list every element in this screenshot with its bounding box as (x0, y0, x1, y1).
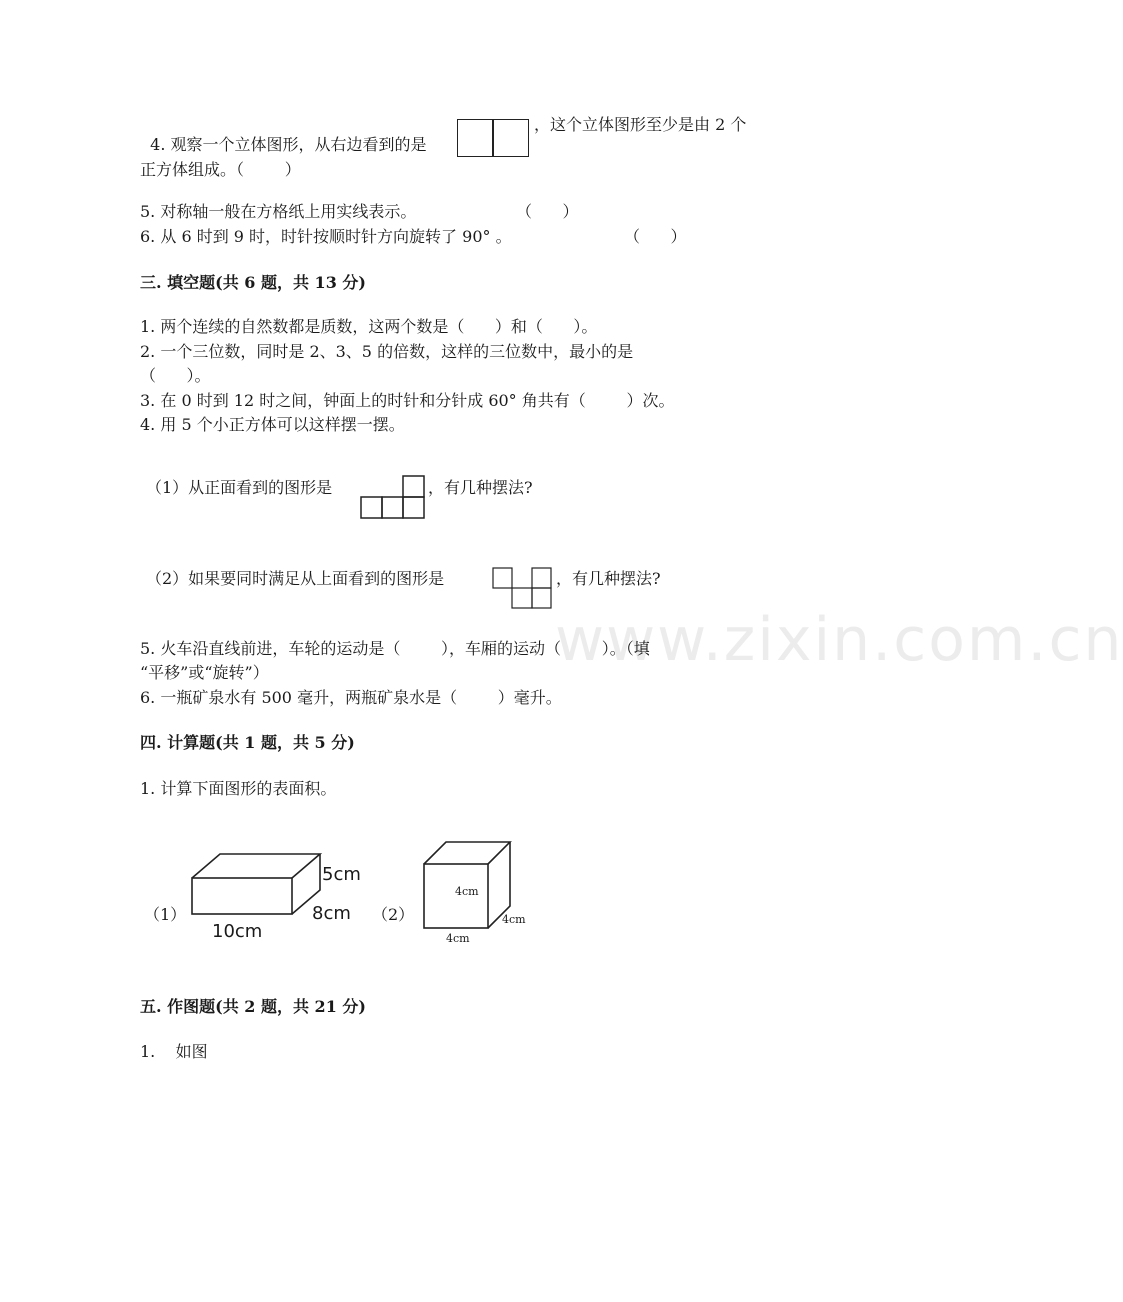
fill-q2-line2: （ ）。 (140, 366, 211, 385)
judge-q4-pre: 4. 观察一个立体图形，从右边看到的是 (150, 135, 427, 154)
section3-heading: 三. 填空题(共 6 题，共 13 分) (140, 273, 366, 292)
fill-q4: 4. 用 5 个小正方体可以这样摆一摆。 (140, 415, 405, 434)
fill-q1: 1. 两个连续的自然数都是质数，这两个数是（ ）和（ ）。 (140, 317, 598, 336)
cube-bottom-label: 4cm (446, 932, 470, 945)
fill-q5-line2: “平移”或“旋转”） (140, 663, 269, 682)
section5-heading: 五. 作图题(共 2 题，共 21 分) (140, 997, 366, 1016)
cube-side-label: 4cm (502, 913, 526, 926)
watermark: www.zixin.com.cn (555, 605, 1123, 675)
fill-q4-sub1-post: ，有几种摆法? (428, 478, 533, 497)
judge-q6: 6. 从 6 时到 9 时，时针按顺时针方向旋转了 90° 。 (140, 227, 512, 246)
top-view-figure (492, 567, 554, 611)
fill-q4-sub2-pre: （2）如果要同时满足从上面看到的图形是 (146, 569, 445, 588)
fill-q2-line1: 2. 一个三位数，同时是 2、3、5 的倍数，这样的三位数中，最小的是 (140, 342, 634, 361)
right-view-divider (492, 120, 494, 156)
draw-q1: 1. 如图 (140, 1042, 208, 1061)
judge-q4-post: ，这个立体图形至少是由 2 个 (534, 115, 747, 134)
cuboid-height-label: 5cm (322, 864, 361, 885)
judge-q4-line2: 正方体组成。（ ） (140, 160, 301, 179)
fill-q4-sub2-post: ，有几种摆法? (556, 569, 661, 588)
judge-q6-paren: （ ） (624, 227, 687, 246)
front-view-figure (360, 474, 426, 520)
fill-q3: 3. 在 0 时到 12 时之间，钟面上的时针和分针成 60° 角共有（ ）次。 (140, 391, 675, 410)
judge-q5-paren: （ ） (516, 202, 579, 221)
cuboid-depth-label: 8cm (312, 903, 351, 924)
fill-q4-sub1-pre: （1）从正面看到的图形是 (146, 478, 333, 497)
judge-q5: 5. 对称轴一般在方格纸上用实线表示。 (140, 202, 417, 221)
fill-q5-line1: 5. 火车沿直线前进，车轮的运动是（ ），车厢的运动（ ）。（填 (140, 639, 650, 658)
calc-q1: 1. 计算下面图形的表面积。 (140, 779, 337, 798)
cube-front-label: 4cm (455, 885, 479, 898)
fill-q6: 6. 一瓶矿泉水有 500 毫升，两瓶矿泉水是（ ）毫升。 (140, 688, 562, 707)
cuboid-length-label: 10cm (212, 921, 263, 942)
right-view-figure (457, 119, 529, 157)
judge-q4-line1 (140, 115, 427, 155)
section4-heading: 四. 计算题(共 1 题，共 5 分) (140, 733, 355, 752)
figure1-label: （1） (144, 905, 187, 924)
figure2-label: （2） (372, 905, 415, 924)
